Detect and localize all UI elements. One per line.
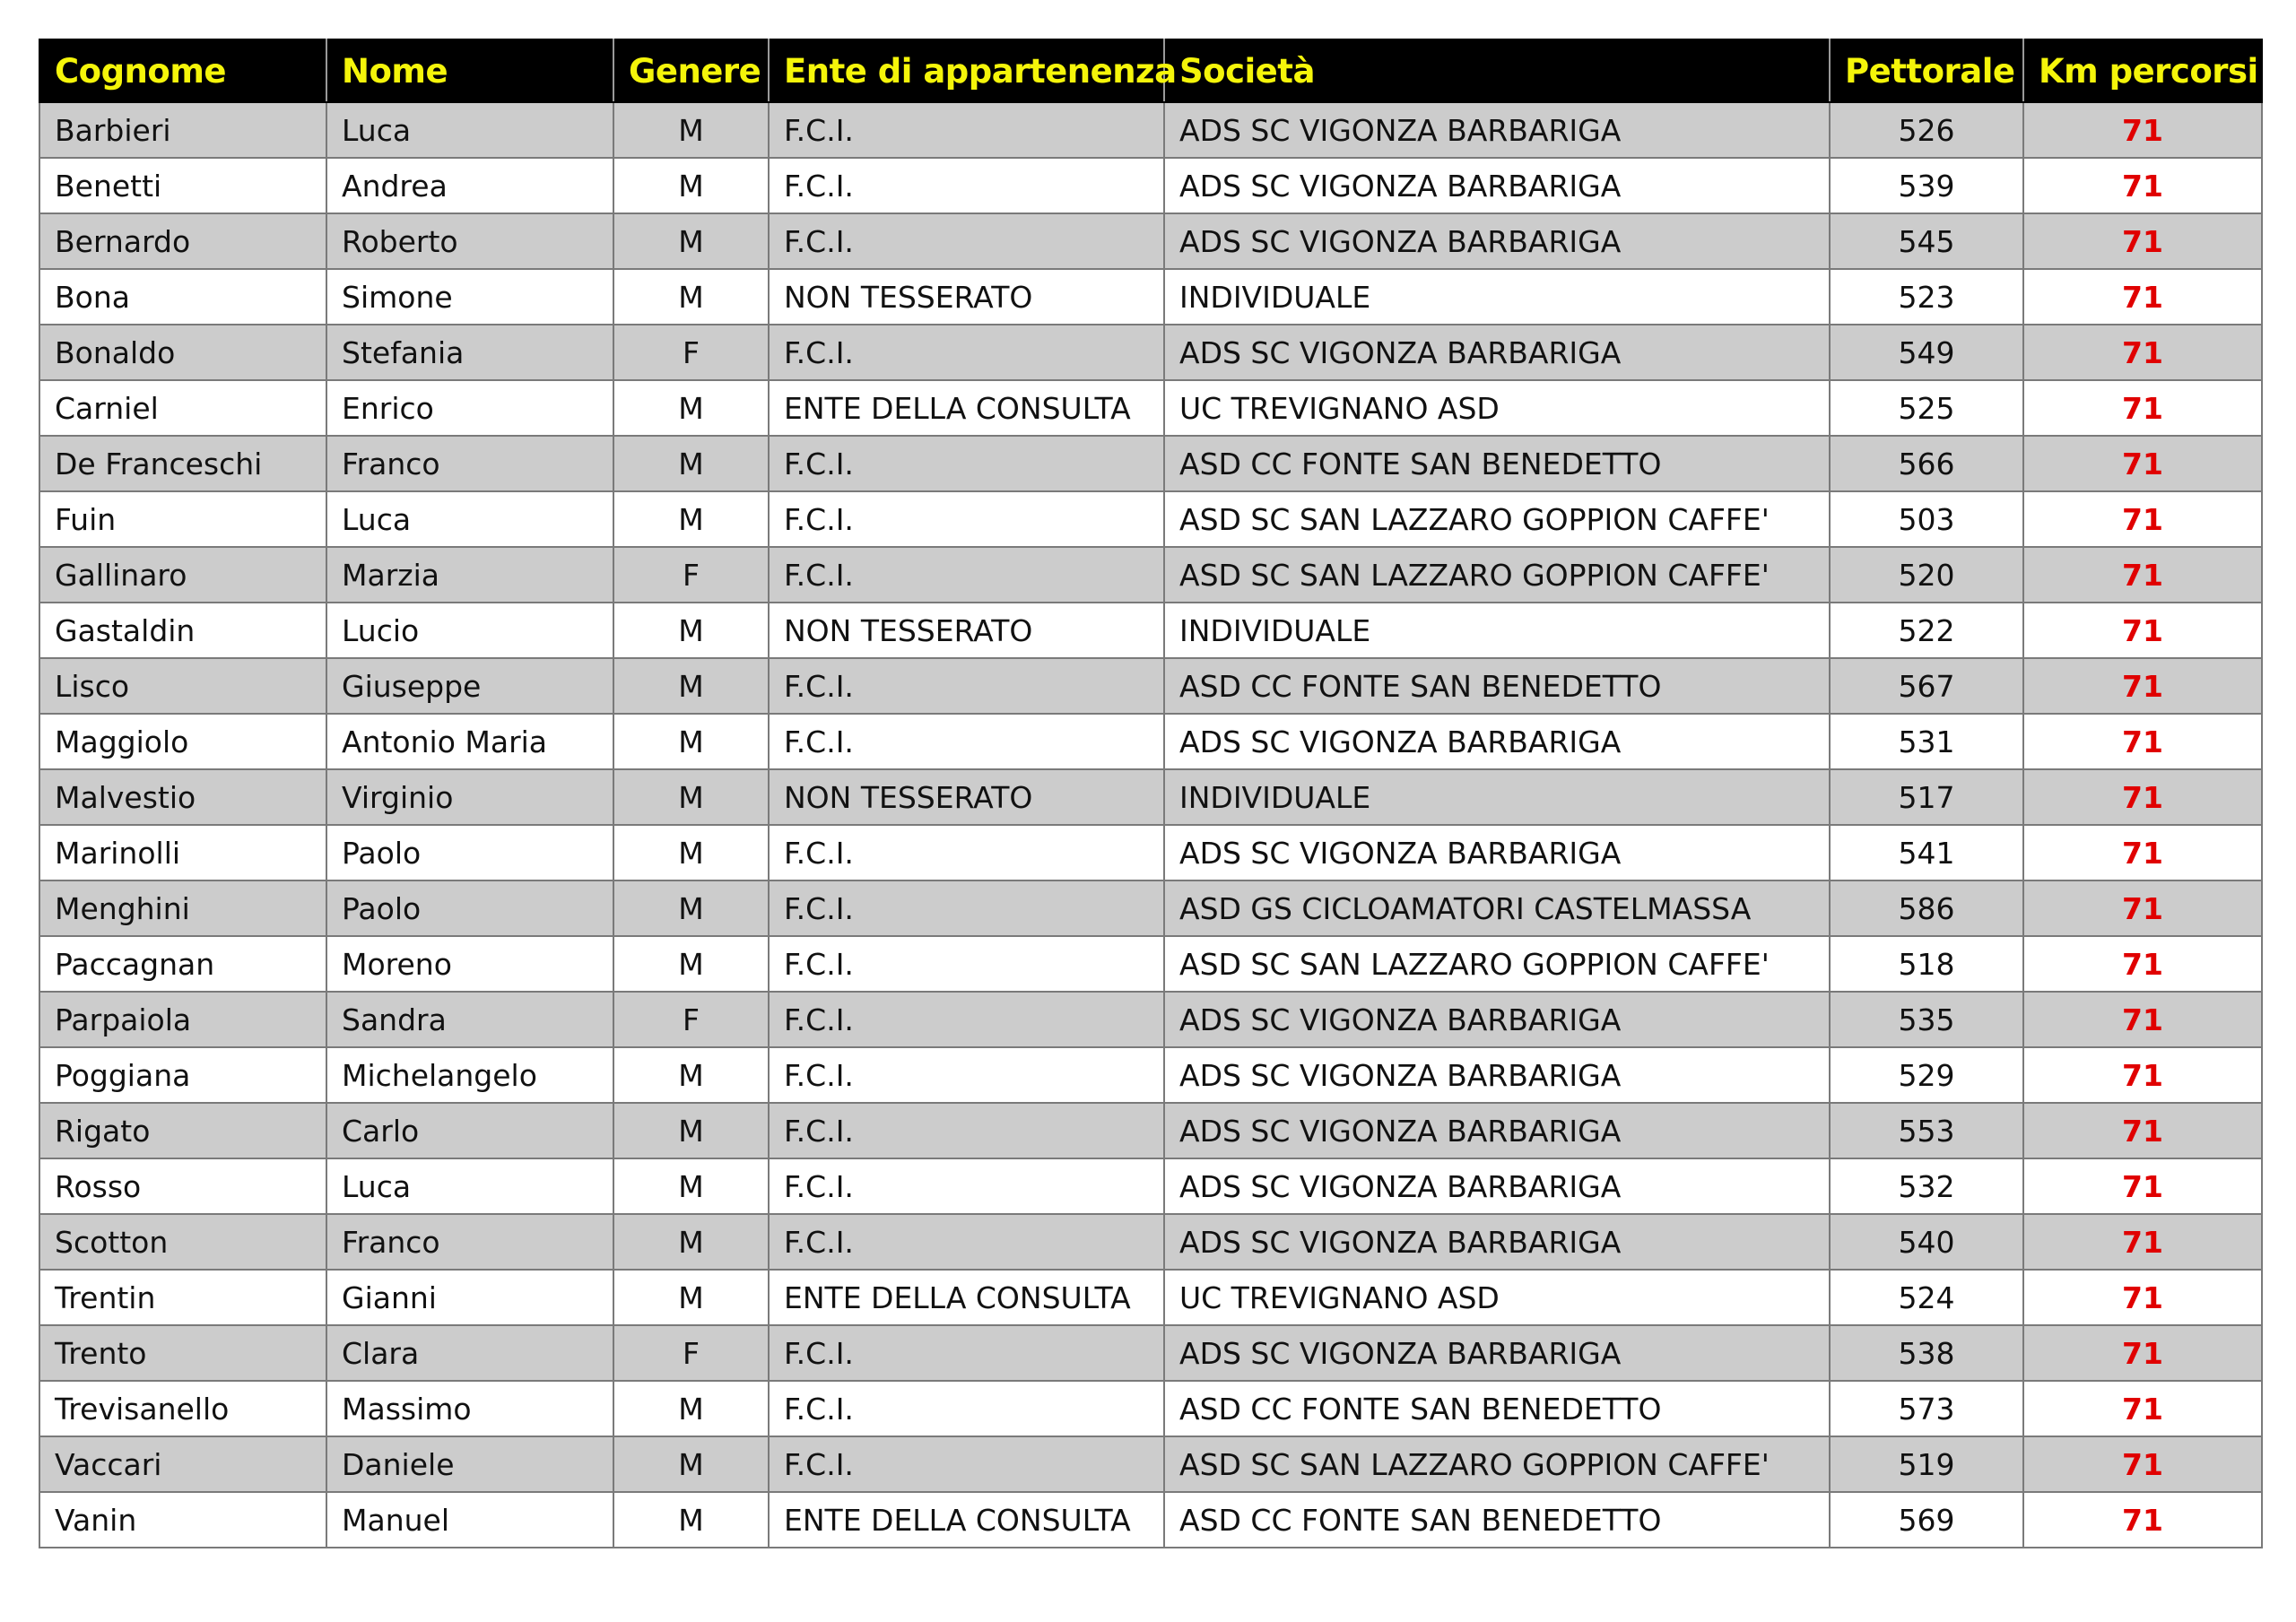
cell-pettorale: 525: [1830, 380, 2023, 436]
cell-ente: F.C.I.: [769, 491, 1164, 547]
cell-km: 71: [2023, 603, 2262, 658]
cell-nome: Stefania: [326, 325, 613, 380]
cell-pettorale: 519: [1830, 1436, 2023, 1492]
participants-table: [39, 39, 2263, 1548]
cell-genere: F: [613, 547, 769, 603]
column-header-genere: Genere: [613, 39, 769, 102]
table-row: [39, 158, 2262, 213]
cell-km: 71: [2023, 491, 2262, 547]
cell-nome: Giuseppe: [326, 658, 613, 714]
cell-societa: ADS SC VIGONZA BARBARIGA: [1164, 1325, 1830, 1381]
cell-nome: Lucio: [326, 603, 613, 658]
cell-cognome: Trentin: [39, 1270, 326, 1325]
cell-societa: ADS SC VIGONZA BARBARIGA: [1164, 213, 1830, 269]
cell-genere: M: [613, 1158, 769, 1214]
cell-cognome: Bonaldo: [39, 325, 326, 380]
table-row: [39, 491, 2262, 547]
table-row: [39, 1436, 2262, 1492]
cell-pettorale: 553: [1830, 1103, 2023, 1158]
cell-cognome: Scotton: [39, 1214, 326, 1270]
cell-ente: F.C.I.: [769, 880, 1164, 936]
cell-nome: Sandra: [326, 992, 613, 1047]
cell-genere: M: [613, 1047, 769, 1103]
table-row: [39, 102, 2262, 158]
table-row: [39, 547, 2262, 603]
cell-km: 71: [2023, 1158, 2262, 1214]
column-header-societa: Società: [1164, 39, 1830, 102]
cell-ente: F.C.I.: [769, 213, 1164, 269]
cell-societa: ASD SC SAN LAZZARO GOPPION CAFFE': [1164, 491, 1830, 547]
table-row: [39, 380, 2262, 436]
cell-nome: Moreno: [326, 936, 613, 992]
cell-genere: F: [613, 325, 769, 380]
cell-km: 71: [2023, 380, 2262, 436]
results-sheet: [39, 39, 2261, 1548]
table-row: [39, 1158, 2262, 1214]
table-row: [39, 1325, 2262, 1381]
cell-ente: F.C.I.: [769, 1436, 1164, 1492]
cell-genere: M: [613, 658, 769, 714]
cell-cognome: Gallinaro: [39, 547, 326, 603]
cell-nome: Massimo: [326, 1381, 613, 1436]
cell-pettorale: 539: [1830, 158, 2023, 213]
cell-nome: Clara: [326, 1325, 613, 1381]
cell-nome: Paolo: [326, 880, 613, 936]
column-header-pettorale: Pettorale: [1830, 39, 2023, 102]
cell-societa: ADS SC VIGONZA BARBARIGA: [1164, 102, 1830, 158]
cell-pettorale: 569: [1830, 1492, 2023, 1548]
cell-genere: M: [613, 1103, 769, 1158]
cell-nome: Michelangelo: [326, 1047, 613, 1103]
cell-pettorale: 517: [1830, 769, 2023, 825]
cell-km: 71: [2023, 1270, 2262, 1325]
cell-genere: M: [613, 102, 769, 158]
cell-nome: Luca: [326, 1158, 613, 1214]
cell-nome: Virginio: [326, 769, 613, 825]
cell-pettorale: 545: [1830, 213, 2023, 269]
cell-cognome: De Franceschi: [39, 436, 326, 491]
cell-nome: Daniele: [326, 1436, 613, 1492]
cell-nome: Enrico: [326, 380, 613, 436]
cell-nome: Antonio Maria: [326, 714, 613, 769]
cell-pettorale: 529: [1830, 1047, 2023, 1103]
cell-pettorale: 535: [1830, 992, 2023, 1047]
column-header-nome: Nome: [326, 39, 613, 102]
cell-cognome: Maggiolo: [39, 714, 326, 769]
cell-km: 71: [2023, 1325, 2262, 1381]
cell-ente: F.C.I.: [769, 436, 1164, 491]
cell-nome: Gianni: [326, 1270, 613, 1325]
cell-ente: F.C.I.: [769, 1047, 1164, 1103]
cell-ente: ENTE DELLA CONSULTA: [769, 1492, 1164, 1548]
table-row: [39, 603, 2262, 658]
table-row: [39, 880, 2262, 936]
cell-genere: M: [613, 769, 769, 825]
cell-cognome: Gastaldin: [39, 603, 326, 658]
cell-nome: Roberto: [326, 213, 613, 269]
cell-pettorale: 573: [1830, 1381, 2023, 1436]
cell-ente: F.C.I.: [769, 1214, 1164, 1270]
table-row: [39, 658, 2262, 714]
cell-km: 71: [2023, 1492, 2262, 1548]
table-header: [39, 39, 2262, 102]
cell-km: 71: [2023, 1381, 2262, 1436]
cell-ente: NON TESSERATO: [769, 603, 1164, 658]
cell-cognome: Parpaiola: [39, 992, 326, 1047]
cell-societa: ASD CC FONTE SAN BENEDETTO: [1164, 1381, 1830, 1436]
cell-societa: ASD GS CICLOAMATORI CASTELMASSA: [1164, 880, 1830, 936]
header-row: [39, 39, 2262, 102]
cell-km: 71: [2023, 769, 2262, 825]
cell-genere: F: [613, 1325, 769, 1381]
cell-societa: ASD SC SAN LAZZARO GOPPION CAFFE': [1164, 936, 1830, 992]
cell-genere: M: [613, 825, 769, 880]
cell-nome: Carlo: [326, 1103, 613, 1158]
cell-nome: Paolo: [326, 825, 613, 880]
cell-societa: ADS SC VIGONZA BARBARIGA: [1164, 1103, 1830, 1158]
cell-km: 71: [2023, 325, 2262, 380]
cell-km: 71: [2023, 658, 2262, 714]
cell-genere: M: [613, 380, 769, 436]
table-row: [39, 936, 2262, 992]
cell-societa: ASD CC FONTE SAN BENEDETTO: [1164, 436, 1830, 491]
cell-cognome: Bona: [39, 269, 326, 325]
cell-pettorale: 522: [1830, 603, 2023, 658]
cell-pettorale: 526: [1830, 102, 2023, 158]
cell-cognome: Poggiana: [39, 1047, 326, 1103]
cell-cognome: Bernardo: [39, 213, 326, 269]
cell-societa: ADS SC VIGONZA BARBARIGA: [1164, 825, 1830, 880]
cell-ente: F.C.I.: [769, 714, 1164, 769]
cell-nome: Marzia: [326, 547, 613, 603]
table-row: [39, 1047, 2262, 1103]
cell-societa: UC TREVIGNANO ASD: [1164, 1270, 1830, 1325]
cell-genere: M: [613, 1381, 769, 1436]
cell-ente: ENTE DELLA CONSULTA: [769, 1270, 1164, 1325]
cell-pettorale: 541: [1830, 825, 2023, 880]
cell-km: 71: [2023, 825, 2262, 880]
table-row: [39, 992, 2262, 1047]
cell-cognome: Vanin: [39, 1492, 326, 1548]
cell-societa: ADS SC VIGONZA BARBARIGA: [1164, 1214, 1830, 1270]
cell-nome: Andrea: [326, 158, 613, 213]
cell-ente: F.C.I.: [769, 102, 1164, 158]
cell-ente: F.C.I.: [769, 1325, 1164, 1381]
cell-km: 71: [2023, 1047, 2262, 1103]
cell-nome: Luca: [326, 491, 613, 547]
cell-ente: NON TESSERATO: [769, 269, 1164, 325]
table-row: [39, 436, 2262, 491]
cell-societa: INDIVIDUALE: [1164, 603, 1830, 658]
cell-cognome: Benetti: [39, 158, 326, 213]
cell-ente: F.C.I.: [769, 1158, 1164, 1214]
cell-km: 71: [2023, 880, 2262, 936]
cell-km: 71: [2023, 269, 2262, 325]
cell-ente: F.C.I.: [769, 936, 1164, 992]
cell-km: 71: [2023, 213, 2262, 269]
cell-cognome: Vaccari: [39, 1436, 326, 1492]
cell-genere: M: [613, 603, 769, 658]
cell-societa: ADS SC VIGONZA BARBARIGA: [1164, 714, 1830, 769]
cell-km: 71: [2023, 1214, 2262, 1270]
column-header-cognome: Cognome: [39, 39, 326, 102]
cell-pettorale: 538: [1830, 1325, 2023, 1381]
cell-cognome: Lisco: [39, 658, 326, 714]
cell-ente: F.C.I.: [769, 547, 1164, 603]
cell-ente: F.C.I.: [769, 658, 1164, 714]
cell-ente: F.C.I.: [769, 1103, 1164, 1158]
cell-societa: INDIVIDUALE: [1164, 269, 1830, 325]
table-row: [39, 269, 2262, 325]
cell-pettorale: 586: [1830, 880, 2023, 936]
table-row: [39, 825, 2262, 880]
cell-genere: M: [613, 880, 769, 936]
cell-societa: ADS SC VIGONZA BARBARIGA: [1164, 158, 1830, 213]
cell-ente: F.C.I.: [769, 992, 1164, 1047]
cell-km: 71: [2023, 1103, 2262, 1158]
cell-ente: F.C.I.: [769, 825, 1164, 880]
cell-km: 71: [2023, 436, 2262, 491]
cell-km: 71: [2023, 158, 2262, 213]
table-body: [39, 102, 2262, 1548]
cell-cognome: Menghini: [39, 880, 326, 936]
cell-pettorale: 540: [1830, 1214, 2023, 1270]
cell-societa: ADS SC VIGONZA BARBARIGA: [1164, 1047, 1830, 1103]
cell-pettorale: 531: [1830, 714, 2023, 769]
cell-km: 71: [2023, 102, 2262, 158]
cell-genere: M: [613, 491, 769, 547]
cell-ente: ENTE DELLA CONSULTA: [769, 380, 1164, 436]
cell-cognome: Paccagnan: [39, 936, 326, 992]
cell-nome: Manuel: [326, 1492, 613, 1548]
cell-genere: M: [613, 158, 769, 213]
cell-km: 71: [2023, 936, 2262, 992]
table-row: [39, 714, 2262, 769]
cell-pettorale: 524: [1830, 1270, 2023, 1325]
cell-cognome: Marinolli: [39, 825, 326, 880]
cell-pettorale: 532: [1830, 1158, 2023, 1214]
cell-pettorale: 566: [1830, 436, 2023, 491]
cell-societa: ASD CC FONTE SAN BENEDETTO: [1164, 1492, 1830, 1548]
cell-cognome: Barbieri: [39, 102, 326, 158]
cell-societa: ASD CC FONTE SAN BENEDETTO: [1164, 658, 1830, 714]
cell-km: 71: [2023, 547, 2262, 603]
cell-genere: M: [613, 269, 769, 325]
cell-km: 71: [2023, 714, 2262, 769]
table-row: [39, 1214, 2262, 1270]
cell-pettorale: 549: [1830, 325, 2023, 380]
cell-ente: F.C.I.: [769, 1381, 1164, 1436]
cell-pettorale: 523: [1830, 269, 2023, 325]
cell-nome: Franco: [326, 1214, 613, 1270]
cell-societa: ASD SC SAN LAZZARO GOPPION CAFFE': [1164, 547, 1830, 603]
cell-genere: M: [613, 213, 769, 269]
cell-genere: M: [613, 1436, 769, 1492]
cell-cognome: Carniel: [39, 380, 326, 436]
cell-societa: INDIVIDUALE: [1164, 769, 1830, 825]
cell-cognome: Rigato: [39, 1103, 326, 1158]
cell-societa: ADS SC VIGONZA BARBARIGA: [1164, 325, 1830, 380]
table-row: [39, 1492, 2262, 1548]
cell-genere: M: [613, 714, 769, 769]
cell-km: 71: [2023, 1436, 2262, 1492]
table-row: [39, 1381, 2262, 1436]
cell-ente: F.C.I.: [769, 325, 1164, 380]
cell-societa: UC TREVIGNANO ASD: [1164, 380, 1830, 436]
cell-pettorale: 503: [1830, 491, 2023, 547]
cell-genere: M: [613, 1270, 769, 1325]
table-row: [39, 213, 2262, 269]
cell-cognome: Trento: [39, 1325, 326, 1381]
cell-nome: Simone: [326, 269, 613, 325]
cell-cognome: Trevisanello: [39, 1381, 326, 1436]
cell-cognome: Malvestio: [39, 769, 326, 825]
cell-genere: M: [613, 436, 769, 491]
cell-genere: M: [613, 1492, 769, 1548]
cell-ente: NON TESSERATO: [769, 769, 1164, 825]
cell-pettorale: 520: [1830, 547, 2023, 603]
cell-cognome: Rosso: [39, 1158, 326, 1214]
cell-km: 71: [2023, 992, 2262, 1047]
cell-nome: Franco: [326, 436, 613, 491]
cell-genere: M: [613, 936, 769, 992]
cell-pettorale: 518: [1830, 936, 2023, 992]
cell-nome: Luca: [326, 102, 613, 158]
cell-cognome: Fuin: [39, 491, 326, 547]
table-row: [39, 769, 2262, 825]
cell-societa: ADS SC VIGONZA BARBARIGA: [1164, 992, 1830, 1047]
table-row: [39, 1270, 2262, 1325]
cell-genere: F: [613, 992, 769, 1047]
cell-ente: F.C.I.: [769, 158, 1164, 213]
column-header-ente: Ente di appartenenza: [769, 39, 1164, 102]
cell-pettorale: 567: [1830, 658, 2023, 714]
table-row: [39, 1103, 2262, 1158]
column-header-km: Km percorsi: [2023, 39, 2262, 102]
cell-genere: M: [613, 1214, 769, 1270]
cell-societa: ADS SC VIGONZA BARBARIGA: [1164, 1158, 1830, 1214]
cell-societa: ASD SC SAN LAZZARO GOPPION CAFFE': [1164, 1436, 1830, 1492]
table-row: [39, 325, 2262, 380]
